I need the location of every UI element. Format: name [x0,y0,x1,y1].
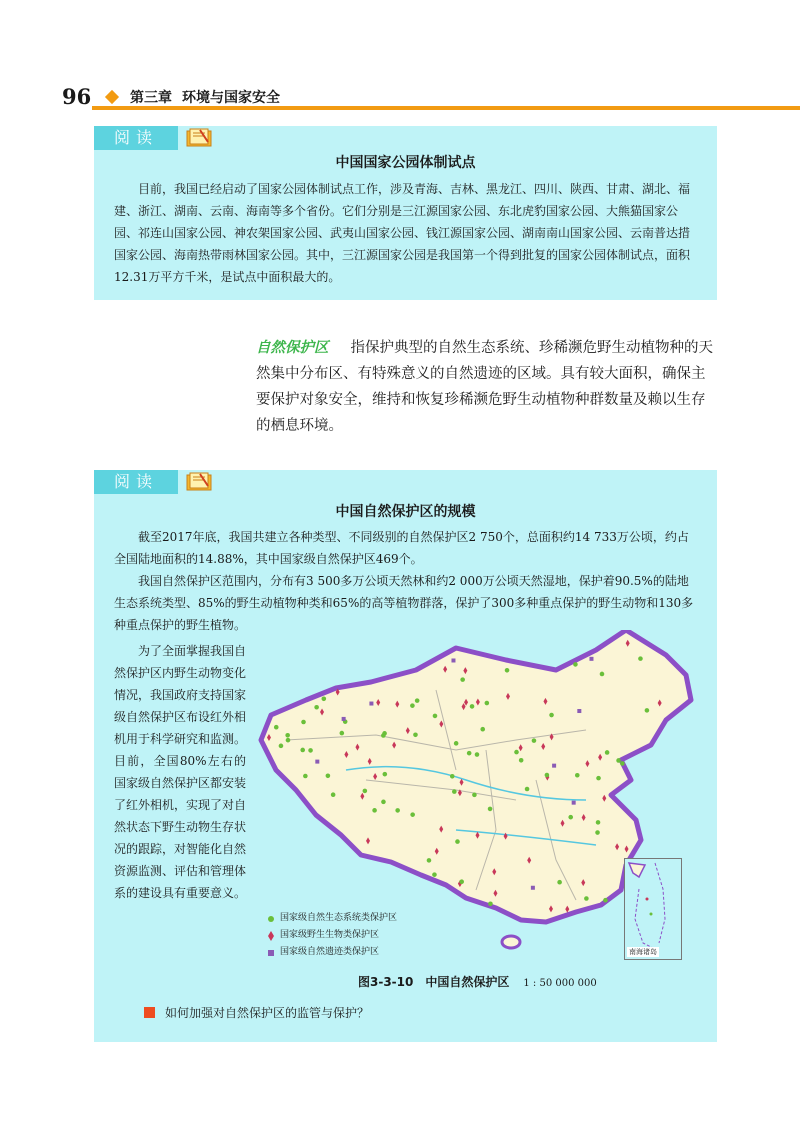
reading-tab: 阅读 [94,470,178,494]
ecosystem-reserve-marker [600,672,605,677]
ecosystem-reserve-marker [454,741,459,746]
map-scale: 1 : 50 000 000 [523,978,597,989]
ecosystem-reserve-marker [488,901,493,906]
ecosystem-reserve-marker [596,776,601,781]
geological-reserve-marker [342,717,346,721]
ecosystem-reserve-marker [285,733,290,738]
geological-reserve-marker [572,801,576,805]
ecosystem-reserve-marker [575,773,580,778]
ecosystem-reserve-marker [645,708,650,713]
ecosystem-reserve-marker [363,789,368,794]
definition-text: 指保护典型的自然生态系统、珍稀濒危野生动植物种的天然集中分布区、有特殊意义的自然遗迹的区域。具有较大面积，确保主要保护对象安全，维持和恢复珍稀濒危野生动植物种群数量及赖以生存的栖息环境。 [256,340,713,434]
legend-label: 国家级自然遗迹类保护区 [280,947,380,957]
orange-square-icon [144,1007,155,1018]
page-number: 96 [62,84,92,109]
paragraph-text: 目前，我国已经启动了国家公园体制试点工作，涉及青海、吉林、黑龙江、四川、陕西、甘肃、湖北、福建、浙江、湖南、云南、海南等多个省份。它们分别是三江源国家公园、东北虎豹国家公园、大熊猫国家公园、祁连山国家公园、神农架国家公园、武夷山国家公园、钱江源国家公园、湖南南山国家公园、云南普达措国家公园、海南热带雨林国家公园。其中，三江源国家公园是我国第一个得到批复的国家公园体制试点，面积12.31万平方千米，是试点中面积最大的。 [114,182,691,284]
reading-paragraphs [114,526,700,636]
purple-square-icon [266,948,276,958]
discussion-question [144,1004,369,1021]
ecosystem-reserve-marker [286,738,291,743]
figure-caption [358,973,597,990]
ecosystem-reserve-marker [472,793,477,798]
ecosystem-reserve-marker [638,656,643,661]
paragraph-text: 我国自然保护区范围内，分布有3 500多万公顷天然林和约2 000万公顷天然湿地，保护着90.5%的陆地生态系统类型、85%的野生动植物种类和65%的高等植物群落，保护了300多种重点保护的野生动物和130多种重点保护的野生植物。 [114,574,694,632]
ecosystem-reserve-marker [308,748,313,753]
ecosystem-reserve-marker [381,800,386,805]
map-legend [266,910,397,961]
ecosystem-reserve-marker [620,761,625,766]
red-diamond-icon [266,931,276,941]
ecosystem-reserve-marker [326,773,331,778]
geological-reserve-marker [451,658,455,662]
geological-reserve-marker [577,709,581,713]
ecosystem-reserve-marker [301,720,306,725]
ecosystem-reserve-marker [568,815,573,820]
ecosystem-reserve-marker [488,807,493,812]
ecosystem-reserve-marker [467,751,472,756]
reading-paragraph [114,178,700,288]
inset-label: 南海诸岛 [629,948,657,956]
legend-item [266,927,397,944]
ecosystem-reserve-marker [279,744,284,749]
ecosystem-reserve-marker [433,714,438,719]
ecosystem-reserve-marker [452,789,457,794]
ecosystem-reserve-marker [605,750,610,755]
legend-label: 国家级自然生态系统类保护区 [280,913,398,923]
south-china-sea-inset [624,858,682,960]
geological-reserve-marker [531,886,535,890]
chapter-label: 第三章 [130,90,172,106]
side-paragraph-text: 为了全面掌握我国自然保护区内野生动物变化情况，我国政府支持国家级自然保护区布设红外相机用于科学研究和监测。目前，全国80%左右的国家级自然保护区都安装了红外相机，实现了对自然状态下野生动物生存状况的跟踪，对智能化自然资源监测、评估和管理体系的建设具有重要意义。 [114,644,247,900]
ecosystem-reserve-marker [450,774,455,779]
geological-reserve-marker [589,657,593,661]
chapter-title: 环境与国家安全 [182,90,280,106]
reading-title: 中国自然保护区的规模 [335,504,476,520]
ecosystem-reserve-marker [395,808,400,813]
ecosystem-reserve-marker [455,839,460,844]
ecosystem-reserve-marker [616,758,621,763]
geological-reserve-marker [552,764,556,768]
ecosystem-reserve-marker [410,812,415,817]
ecosystem-reserve-marker [557,880,562,885]
ecosystem-reserve-marker [595,830,600,835]
legend-label: 国家级野生生物类保护区 [280,930,380,940]
ecosystem-reserve-marker [415,698,420,703]
ecosystem-reserve-marker [514,750,519,755]
ecosystem-reserve-marker [331,792,336,797]
ecosystem-reserve-marker [505,668,510,673]
ecosystem-reserve-marker [573,662,578,667]
geological-reserve-marker [369,702,373,706]
ecosystem-reserve-marker [584,896,589,901]
ecosystem-reserve-marker [475,752,480,757]
hainan-island [502,936,520,948]
ecosystem-reserve-marker [432,872,437,877]
reading-box-nature-reserves [94,470,717,1042]
ecosystem-reserve-marker [549,713,554,718]
ecosystem-reserve-marker [303,774,308,779]
definition-block [256,335,718,439]
ecosystem-reserve-marker [381,733,386,738]
side-paragraph [114,640,246,904]
ecosystem-reserve-marker [460,677,465,682]
ecosystem-reserve-marker [340,731,345,736]
caption-text: 图3-3-10 中国自然保护区 [358,975,510,989]
reading-box-national-parks [94,126,717,300]
definition-term: 自然保护区 [256,340,329,356]
legend-item [266,910,397,927]
book-icon [186,128,212,148]
ecosystem-reserve-marker [300,748,305,753]
green-dot-icon [266,914,276,924]
inset-map [625,859,681,959]
header-rule [92,106,800,110]
ecosystem-reserve-marker [545,773,550,778]
ecosystem-reserve-marker [519,758,524,763]
ecosystem-reserve-marker [372,808,377,813]
question-text: 如何加强对自然保护区的监管与保护？ [165,1006,370,1020]
ecosystem-reserve-marker [480,727,485,732]
ecosystem-reserve-marker [413,732,418,737]
ecosystem-reserve-marker [383,772,388,777]
ecosystem-reserve-marker [596,820,601,825]
geological-reserve-marker [315,760,319,764]
ecosystem-reserve-marker [525,787,530,792]
ecosystem-reserve-marker [485,701,490,706]
ecosystem-reserve-marker [532,738,537,743]
ecosystem-reserve-marker [427,858,432,863]
ecosystem-reserve-marker [410,703,415,708]
ecosystem-reserve-marker [322,697,327,702]
reading-tab: 阅读 [94,126,178,150]
ecosystem-reserve-marker [459,879,464,884]
book-icon [186,472,212,492]
legend-item [266,944,397,961]
ecosystem-reserve-marker [603,898,608,903]
paragraph-text: 截至2017年底，我国共建立各种类型、不同级别的自然保护区2 750个，总面积约14 733万公顷，约占全国陆地面积的14.88%，其中国家级自然保护区469个。 [114,530,689,566]
ecosystem-reserve-marker [274,725,279,730]
ecosystem-reserve-marker [314,705,319,710]
orange-diamond-icon [105,90,119,104]
ecosystem-reserve-marker [470,704,475,709]
reading-title: 中国国家公园体制试点 [335,155,476,171]
